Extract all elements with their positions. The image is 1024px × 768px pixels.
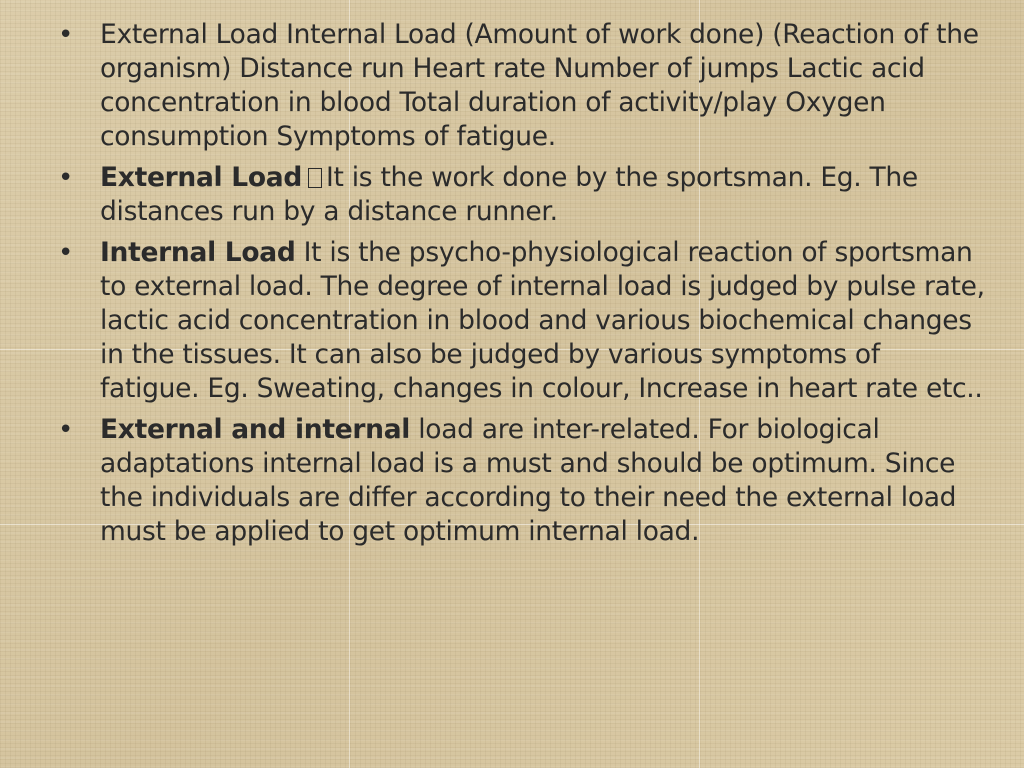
bullet-marker: • xyxy=(58,20,74,50)
bullet-term: Internal Load xyxy=(100,237,296,268)
bullet-term: External Load xyxy=(100,162,303,193)
bullet-marker: • xyxy=(58,238,74,268)
bullet-marker: • xyxy=(58,163,74,193)
bullet-item-external-and-internal xyxy=(56,413,986,549)
bullet-item-external-load xyxy=(56,161,986,229)
bullet-list xyxy=(56,18,986,549)
bullet-text: It is the work done by the sportsman. Eg. The distances run by a distance runner. xyxy=(100,162,918,227)
bullet-item-load-overview xyxy=(56,18,986,154)
bullet-text: External Load Internal Load (Amount of work done) (Reaction of the organism) Distance run Heart rate Number of jumps Lactic acid concentration in blood Total duration of activity/play Oxygen consumption Symptoms of fatigue. xyxy=(100,19,979,152)
bullet-text: load are inter-related. For biological adaptations internal load is a must and should be optimum. Since the individuals are differ according to their need the external load must be applied to get optimum internal load. xyxy=(100,414,957,547)
bullet-marker: • xyxy=(58,415,74,445)
missing-glyph-icon xyxy=(308,168,322,188)
bullet-term: External and internal xyxy=(100,414,411,445)
bullet-text: It is the psycho-physiological reaction of sportsman to external load. The degree of internal load is judged by pulse rate, lactic acid concentration in blood and various biochemical changes in the tissues. It can also be judged by various symptoms of fatigue. Eg. Sweating, changes in colour, Increase in heart rate etc.. xyxy=(100,237,985,404)
bullet-item-internal-load xyxy=(56,236,986,406)
slide-body xyxy=(56,18,986,556)
